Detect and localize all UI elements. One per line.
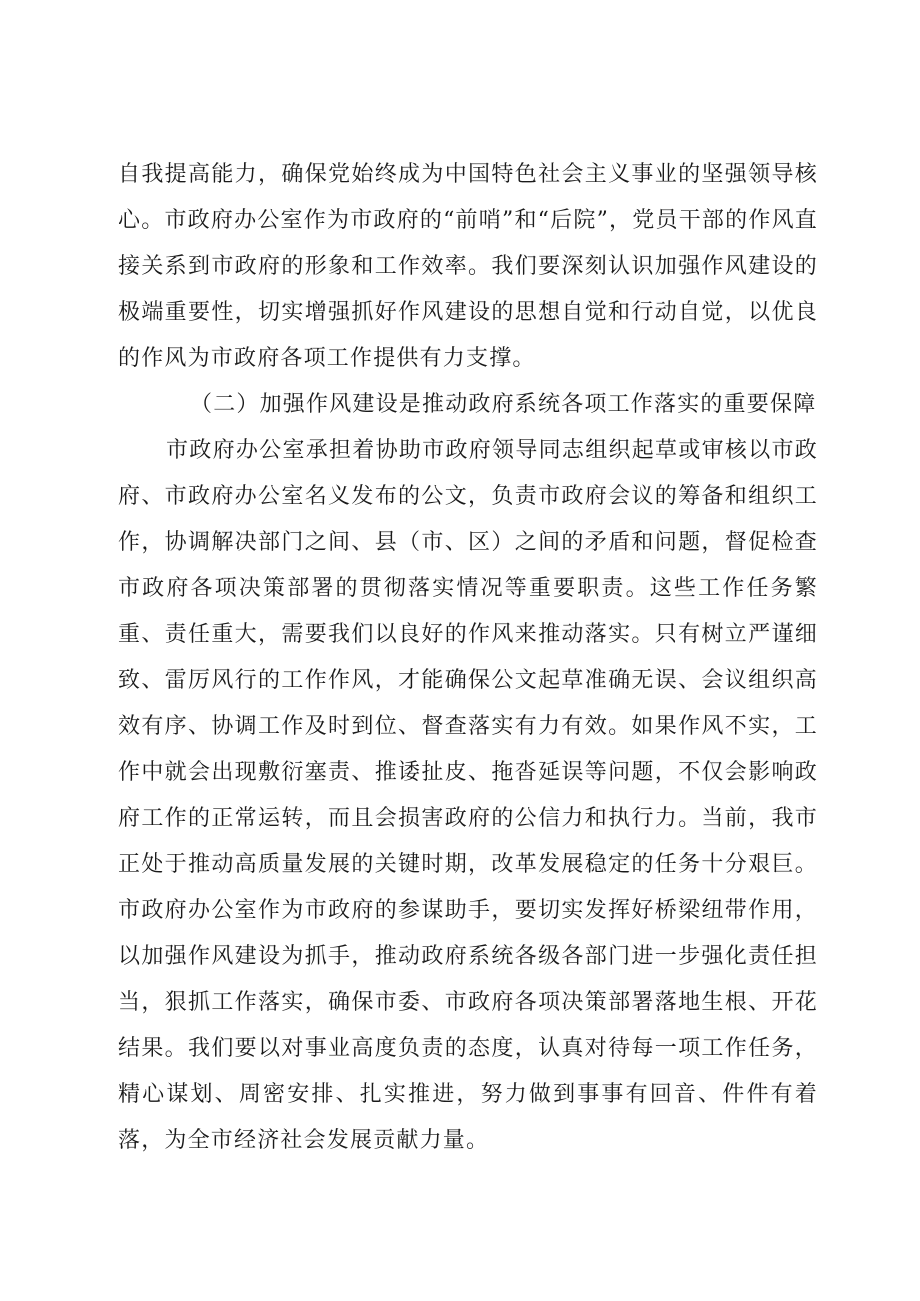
paragraph-continued: 自我提高能力，确保党始终成为中国特色社会主义事业的坚强领导核心。市政府办公室作为市政府的“前哨”和“后院”，党员干部的作风直接关系到市政府的形象和工作效率。我们要深刻认识加强作风建设的极端重要性，切实增强抓好作风建设的思想自觉和行动自觉，以优良的作风为市政府各项工作提供有力支撑。 [118,162,818,371]
paragraph-main: 市政府办公室承担着协助市政府领导同志组织起草或审核以市政府、市政府办公室名义发布的公文，负责市政府会议的筹备和组织工作，协调解决部门之间、县（市、区）之间的矛盾和问题，督促检查市政府各项决策部署的贯彻落实情况等重要职责。这些工作任务繁重、责任重大，需要我们以良好的作风来推动落实。只有树立严谨细致、雷厉风行的工作作风，才能确保公文起草准确无误、会议组织高效有序、协调工作及时到位、督查落实有力有效。如果作风不实，工作中就会出现敷衍塞责、推诿扯皮、拖沓延误等问题，不仅会影响政府工作的正常运转，而且会损害政府的公信力和执行力。当前，我市正处于推动高质量发展的关键时期，改革发展稳定的任务十分艰巨。市政府办公室作为市政府的参谋助手，要切实发挥好桥梁纽带作用，以加强作风建设为抓手，推动政府系统各级各部门进一步强化责任担当，狠抓工作落实，确保市委、市政府各项决策部署落地生根、开花结果。我们要以对事业高度负责的态度，认真对待每一项工作任务，精心谋划、周密安排、扎实推进，努力做到事事有回音、件件有着落，为全市经济社会发展贡献力量。 [118,438,818,1153]
section-heading: （二）加强作风建设是推动政府系统各项工作落实的重要保障 [190,392,817,417]
